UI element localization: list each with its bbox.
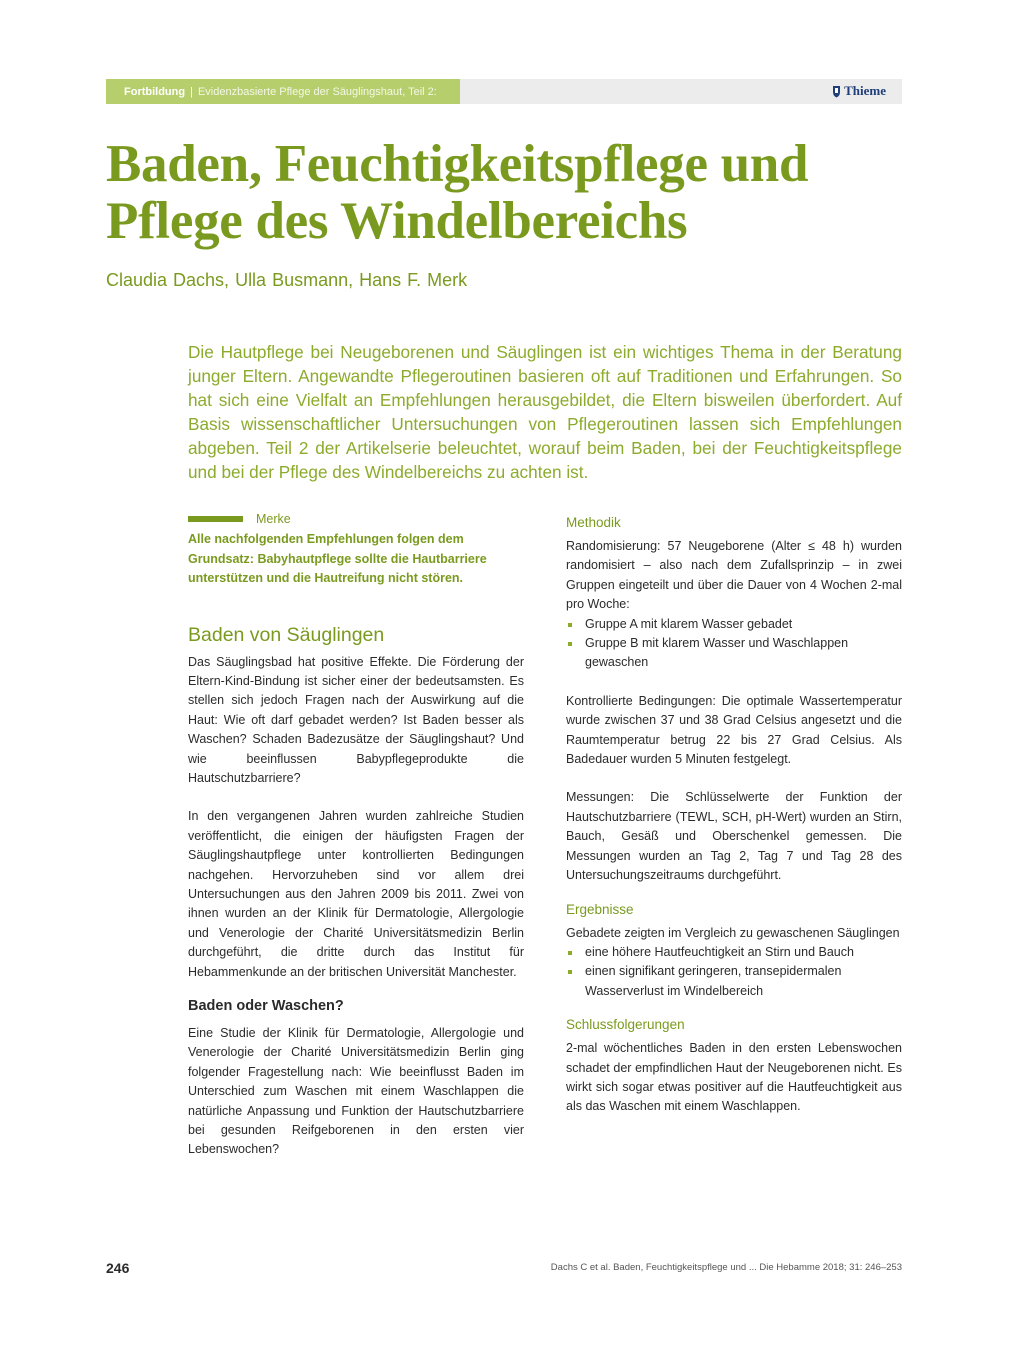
author-list: Claudia Dachs, Ulla Busmann, Hans F. Merk [106, 270, 468, 290]
abstract: Die Hautpflege bei Neugeborenen und Säuglingen ist ein wichtiges Thema in der Beratung junger Eltern. Angewandte Pflegeroutinen basieren oft auf Traditionen und Erfahrungen. So hat sich eine Vielfalt an Empfehlungen herausgebildet, die Eltern bisweilen überfordert. Auf Basis wissenschaftlicher Untersuchungen von Pflegeroutinen lassen sich Empfehlungen abgeben. Teil 2 der Artikelserie beleuchtet, worauf beim Baden, bei der Feuchtigkeitspflege und bei der Pflege des Windelbereichs zu achten ist. [188, 342, 902, 482]
bullet-square-icon [568, 951, 572, 955]
header-section-label: Fortbildung [124, 85, 186, 98]
list-item: einen signifikant geringeren, transepidermalen Wasserverlust im Windelbereich [566, 962, 902, 1001]
publisher-logo [832, 83, 886, 99]
bullet-square-icon [568, 970, 572, 974]
publisher-name: Thieme [844, 83, 886, 98]
merke-text: Alle nachfolgenden Empfehlungen folgen dem Grundsatz: Babyhautpflege sollte die Hautbarriere unterstützen und die Hautreifung nicht stören. [188, 532, 487, 585]
methodik-text: Randomisierung: 57 Neugeborene (Alter ≤ 48 h) wurden randomisiert – also nach dem Zufallsprinzip – in zwei Gruppen eingeteilt und über die Dauer von 4 Wochen 2-mal pro Woche: [566, 539, 902, 612]
list-item: Gruppe A mit klarem Wasser gebadet [566, 615, 902, 634]
header-section-tag [106, 79, 460, 104]
header-separator: | [190, 85, 193, 98]
schlussfolgerungen-heading: Schlussfolgerungen [566, 1017, 685, 1033]
list-item: eine höhere Hautfeuchtigkeit an Stirn und Bauch [566, 943, 902, 962]
ergebnisse-heading: Ergebnisse [566, 901, 634, 917]
section-heading-baden: Baden von Säuglingen [188, 623, 385, 646]
body-paragraph-3: Eine Studie der Klinik für Dermatologie, Allergologie und Venerologie der Charité Universitätsmedizin Berlin ging folgender Fragestellung nach: Wie beeinflusst Baden im Unterschied zum Waschen mit einem Waschlappen die natürliche Anpassung und Funktion der Hautschutzbarriere bei gesunden Reifgeborenen in den ersten vier Lebenswochen? [188, 1026, 524, 1157]
schlussfolgerungen-text: 2-mal wöchentliches Baden in den ersten Lebenswochen schadet der empfindlichen Haut der Neugeborenen nicht. Es wirkt sich sogar etwas positiver auf die Hautfeuchtigkeit aus als das Waschen mit einem Waschlappen. [566, 1041, 902, 1114]
merke-marker-bar [188, 516, 243, 522]
messungen-text: Messungen: Die Schlüsselwerte der Funktion der Hautschutzbarriere (TEWL, SCH, pH-Wert) wurden an Stirn, Bauch, Gesäß und Oberschenkel gemessen. Die Messungen wurden an Tag 2, Tag 7 und Tag 28 des Untersuchungszeitraums durchgeführt. [566, 790, 902, 883]
article-title-line-2: Pflege des Windelbereichs [106, 192, 688, 250]
methodik-list [566, 615, 902, 673]
methodik-heading: Methodik [566, 515, 621, 530]
bullet-square-icon [568, 642, 572, 646]
page-number: 246 [106, 1260, 130, 1276]
kontrollierte-bedingungen-text: Kontrollierte Bedingungen: Die optimale Wassertemperatur wurde zwischen 37 und 38 Grad Celsius angesetzt und die Raumtemperatur betrug 22 bis 27 Grad Celsius. Als Badedauer wurden 5 Minuten festgelegt. [566, 693, 902, 767]
article-title [106, 136, 906, 250]
bullet-square-icon [568, 623, 572, 627]
right-column [566, 513, 902, 1117]
merke-header [188, 510, 524, 528]
left-column [188, 510, 524, 1160]
citation-footer: Dachs C et al. Baden, Feuchtigkeitspflege und ... Die Hebamme 2018; 31: 246–253 [550, 1262, 902, 1273]
body-paragraph-2: In den vergangenen Jahren wurden zahlreiche Studien veröffentlicht, die einigen der häufigsten Fragen der Säuglingshautpflege unter kontrollierten Bedingungen nachgehen. Hervorzuheben sind vor allem drei Untersuchungen aus den Jahren 2009 bis 2011. Zwei von ihnen wurden an der Klinik für Dermatologie, Allergologie und Venerologie der Charité Universitätsmedizin Berlin durchgeführt, die dritte durch das Institut für Hebammenkunde an der britischen Universität Manchester. [188, 809, 524, 979]
ergebnisse-text: Gebadete zeigten im Vergleich zu gewaschenen Säuglingen [566, 925, 900, 940]
ergebnisse-list [566, 943, 902, 1001]
merke-label: Merke [256, 512, 291, 526]
running-header [106, 79, 902, 104]
article-title-line-1: Baden, Feuchtigkeitspflege und [106, 135, 809, 193]
merke-box [188, 510, 524, 589]
thieme-crest-icon [832, 85, 841, 98]
header-subtitle: Evidenzbasierte Pflege der Säuglingshaut, Teil 2: [197, 85, 437, 98]
subheading-baden-oder-waschen: Baden oder Waschen? [188, 998, 344, 1014]
list-item: Gruppe B mit klarem Wasser und Waschlappen gewaschen [566, 634, 902, 673]
body-paragraph-1: Das Säuglingsbad hat positive Effekte. Die Förderung der Eltern-Kind-Bindung ist sicher einer der bedeutsamsten. Es stellen sich jedoch Fragen nach der Auswirkung auf die Haut: Wie oft darf gebadet werden? Ist Baden besser als Waschen? Schaden Badezusätze der Säuglingshaut? Und wie beeinflussen Babypflegeprodukte die Hautschutzbarriere? [188, 654, 524, 785]
